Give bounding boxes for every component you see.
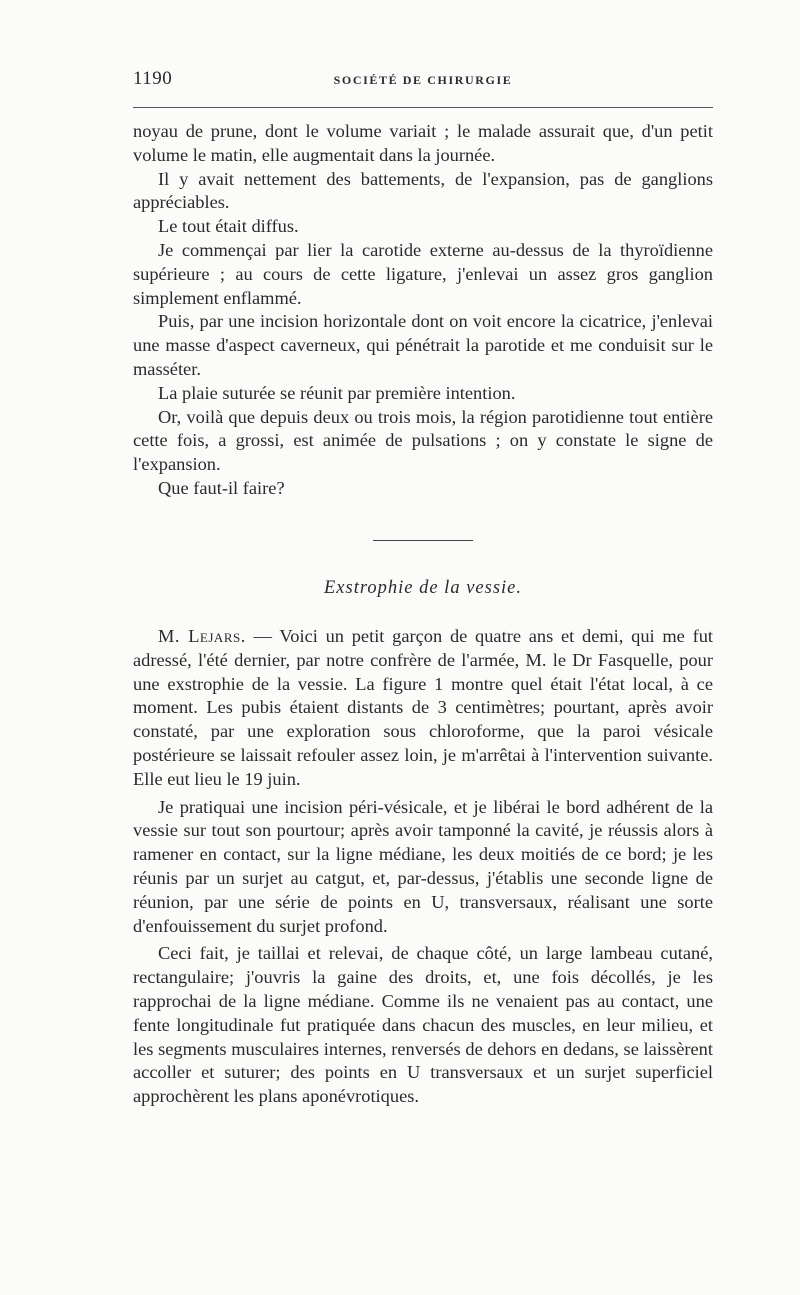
- paragraph: La plaie suturée se réunit par première intention.: [158, 382, 516, 403]
- paragraph: Le tout était diffus.: [158, 216, 299, 237]
- header-rule: [133, 107, 713, 108]
- page-header: [133, 68, 713, 92]
- second-section: [133, 625, 713, 1109]
- paragraph: Je commençai par lier la carotide externe au-dessus de la thyroïdienne supérieure ; au cours de cette ligature, j'enlevai un assez gros ganglion simplement enflammé.: [133, 239, 713, 308]
- paragraph: Or, voilà que depuis deux ou trois mois, la région parotidienne tout entière cette fois, a grossi, est animée de pulsations ; on y constate le signe de l'expansion.: [133, 406, 713, 475]
- running-title: SOCIÉTÉ DE CHIRURGIE: [333, 73, 513, 87]
- paragraph: Il y avait nettement des battements, de l'expansion, pas de ganglions appréciables.: [133, 168, 713, 213]
- paragraph: [133, 625, 713, 792]
- paragraph: noyau de prune, dont le volume variait ; le malade assurait que, d'un petit volume le matin, elle augmentait dans la journée.: [133, 121, 713, 165]
- section-separator: [373, 540, 473, 541]
- paragraph: Puis, par une incision horizontale dont on voit encore la cicatrice, j'enlevai une masse d'aspect caverneux, qui pénétrait la parotide et me conduisit sur le masséter.: [133, 311, 713, 379]
- first-section: [133, 120, 713, 501]
- speaker-name: M. Lejars.: [158, 626, 246, 646]
- paragraph: Je pratiquai une incision péri-vésicale, et je libérai le bord adhérent de la vessie sur tout son pourtour; après avoir tamponné la cavité, je réussis alors à ramener en contact, sur la ligne médiane, les deux moitiés de ce bord; je les réunis par un surjet au catgut, et, par-dessus, j'établis une seconde ligne de réunion, par une série de points en U, transversaux, réalisant une sorte d'enfouissement du surjet profond.: [133, 796, 713, 936]
- paragraph: Ceci fait, je taillai et relevai, de chaque côté, un large lambeau cutané, rectangulaire; j'ouvris la gaine des droits, et, une fois décollés, je les rapprochai de la ligne médiane. Comme ils ne venaient pas au contact, une fente longitudinale fut pratiquée dans chacun des muscles, en leur milieu, et les segments musculaires internes, renversés de dehors en dedans, se laissèrent accoller et suturer; des points en U transversaux et un surjet superficiel approchèrent les plans aponévrotiques.: [133, 943, 713, 1107]
- page-number: 1190: [133, 68, 173, 89]
- section-title: Exstrophie de la vessie.: [324, 578, 522, 598]
- paragraph: Que faut-il faire?: [158, 477, 285, 498]
- paragraph-text: — Voici un petit garçon de quatre ans et demi, qui me fut adressé, l'été dernier, par notre confrère de l'armée, M. le Dr Fasquelle, pour une exstrophie de la vessie. La figure 1 montre quel était l'état local, à ce moment. Les pubis étaient distants de 3 centimètres; pourtant, après avoir constaté, par une exploration sous chloroforme, que la paroi vésicale postérieure se laissait refouler assez loin, je m'arrêtai à l'intervention suivante. Elle eut lieu le 19 juin.: [133, 626, 714, 789]
